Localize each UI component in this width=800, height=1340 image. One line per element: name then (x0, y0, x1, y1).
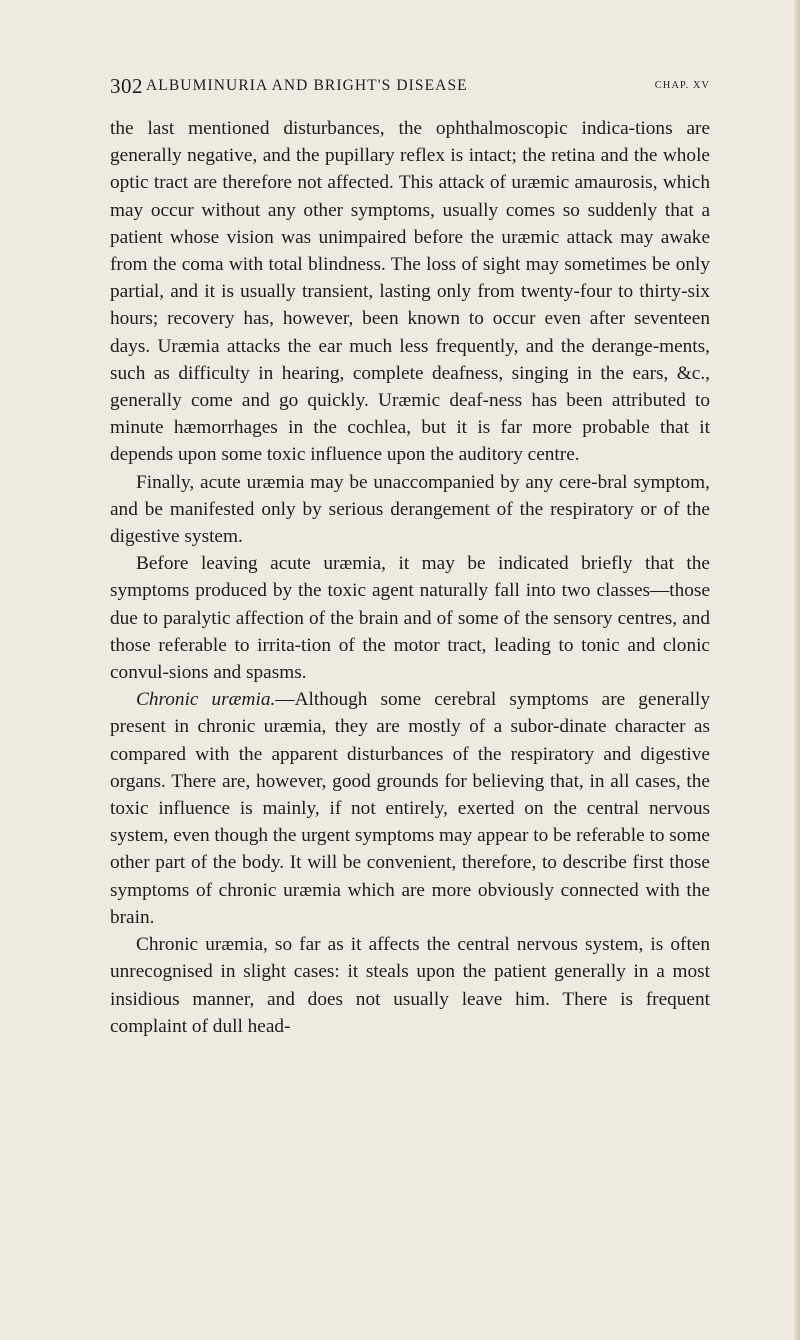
running-title: ALBUMINURIA AND BRIGHT'S DISEASE (146, 77, 468, 94)
paragraph-text: —Although some cerebral symptoms are generally present in chronic uræmia, they are mostly of a subor-dinate character as compared with the apparent disturbances of the respiratory and digestive organs. There are, however, good grounds for believing that, in all cases, the toxic influence is mainly, if not entirely, exerted on the central nervous system, even though the urgent symptoms may appear to be referable to some other part of the body. It will be convenient, therefore, to describe first those symptoms of chronic uræmia which are more obviously connected with the brain. (110, 689, 710, 928)
running-header (110, 74, 710, 104)
book-page (110, 74, 710, 1040)
paragraph: the last mentioned disturbances, the ophthalmoscopic indica-tions are generally negative, and the pupillary reflex is intact; the retina and the whole optic tract are therefore not affected. This attack of uræmic amaurosis, which may occur without any other symptoms, usually comes so suddenly that a patient whose vision was unimpaired before the uræmic attack may awake from the coma with total blindness. The loss of sight may sometimes be only partial, and it is usually transient, lasting only from twenty-four to thirty-six hours; recovery has, however, been known to occur even after seventeen days. Uræmia attacks the ear much less frequently, and the derange-ments, such as difficulty in hearing, complete deafness, singing in the ears, &c., generally come and go quickly. Uræmic deaf-ness has been attributed to minute hæmorrhages in the cochlea, but it is far more probable that it depends upon some toxic influence upon the auditory centre. (110, 118, 710, 466)
paragraph: Before leaving acute uræmia, it may be indicated briefly that the symptoms produced by the toxic agent naturally fall into two classes—those due to paralytic affection of the brain and of some of the sensory centres, and those referable to irrita-tion of the motor tract, leading to tonic and clonic convul-sions and spasms. (110, 553, 710, 684)
section-heading: Chronic uræmia. (136, 689, 276, 711)
paragraph (110, 686, 710, 931)
paragraph: Chronic uræmia, so far as it affects the central nervous system, is often unrecognised in slight cases: it steals upon the patient generally in a most insidious manner, and does not usually leave him. There is frequent complaint of dull head- (110, 934, 710, 1037)
paragraph: Finally, acute uræmia may be unaccompanied by any cere-bral symptom, and be manifested only by serious derangement of the respiratory or of the digestive system. (110, 471, 710, 548)
chapter-label: CHAP. XV (654, 80, 710, 91)
page-number: 302 (110, 74, 143, 98)
page-edge-shadow (794, 0, 800, 1340)
body-text (110, 115, 710, 1040)
